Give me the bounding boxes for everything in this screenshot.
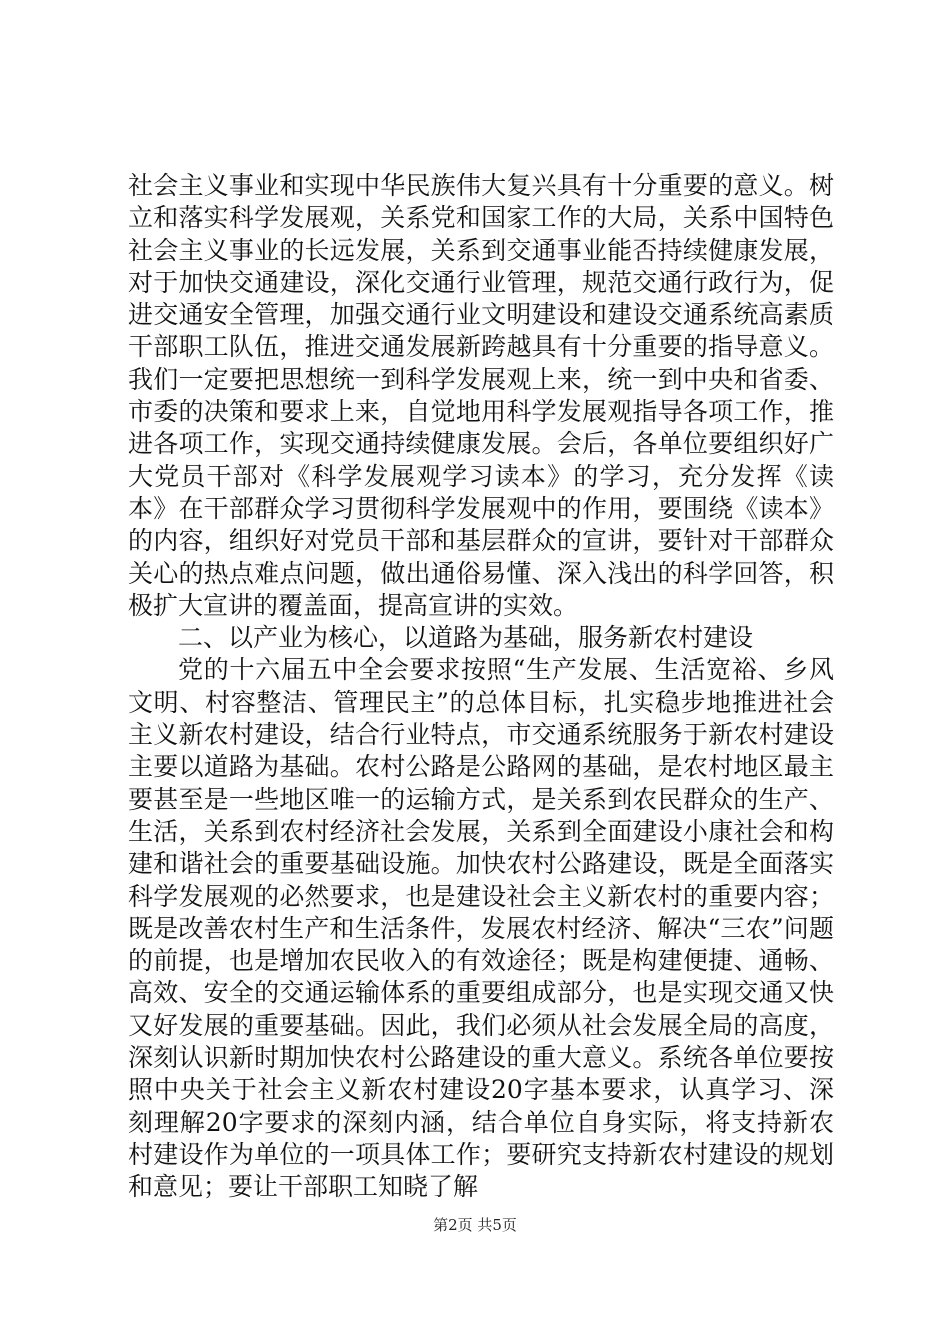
paragraph-body: 党的十六届五中全会要求按照“生产发展、生活宽裕、乡风文明、村容整洁、管理民主”的总体目标，扎实稳步地推进社会主义新农村建设，结合行业特点，市交通系统服务于新农村建设主要以道路为基础。农村公路是公路网的基础，是农村地区最主要甚至是一些地区唯一的运输方式，是关系到农民群众的生产、生活，关系到农村经济社会发展，关系到全面建设小康社会和构建和谐社会的重要基础设施。加快农村公路建设，既是全面落实科学发展观的必然要求，也是建设社会主义新农村的重要内容；既是改善农村生产和生活条件，发展农村经济、解决“三农”问题的前提，也是增加农民收入的有效途径；既是构建便捷、通畅、高效、安全的交通运输体系的重要组成部分，也是实现交通又快又好发展的重要基础。因此，我们必须从社会发展全局的高度，深刻认识新时期加快农村公路建设的重大意义。系统各单位要按照中央关于社会主义新农村建设20字基本要求，认真学习、深刻理解20字要求的深刻内涵，结合单位自身实际，将支持新农村建设作为单位的一项具体工作；要研究支持新农村建设的规划和意见；要让干部职工知晓了解 (128, 655, 834, 1202)
paragraph-continuation: 社会主义事业和实现中华民族伟大复兴具有十分重要的意义。树立和落实科学发展观，关系党和国家工作的大局，关系中国特色社会主义事业的长远发展，关系到交通事业能否持续健康发展，对于加快交通建设，深化交通行业管理，规范交通行政行为，促进交通安全管理，加强交通行业文明建设和建设交通系统高素质干部职工队伍，推进交通发展新跨越具有十分重要的指导意义。我们一定要把思想统一到科学发展观上来，统一到中央和省委、市委的决策和要求上来，自觉地用科学发展观指导各项工作，推进各项工作，实现交通持续健康发展。会后，各单位要组织好广大党员干部对《科学发展观学习读本》的学习，充分发挥《读本》在干部群众学习贯彻科学发展观中的作用，要围绕《读本》的内容，组织好对党员干部和基层群众的宣讲，要针对干部群众关心的热点难点问题，做出通俗易懂、深入浅出的科学回答，积极扩大宣讲的覆盖面，提高宣讲的实效。 (128, 171, 834, 620)
section-heading: 二、以产业为核心，以道路为基础，服务新农村建设 (178, 623, 754, 653)
document-body (128, 170, 834, 1204)
page-footer: 第2页 共5页 (433, 1216, 517, 1234)
